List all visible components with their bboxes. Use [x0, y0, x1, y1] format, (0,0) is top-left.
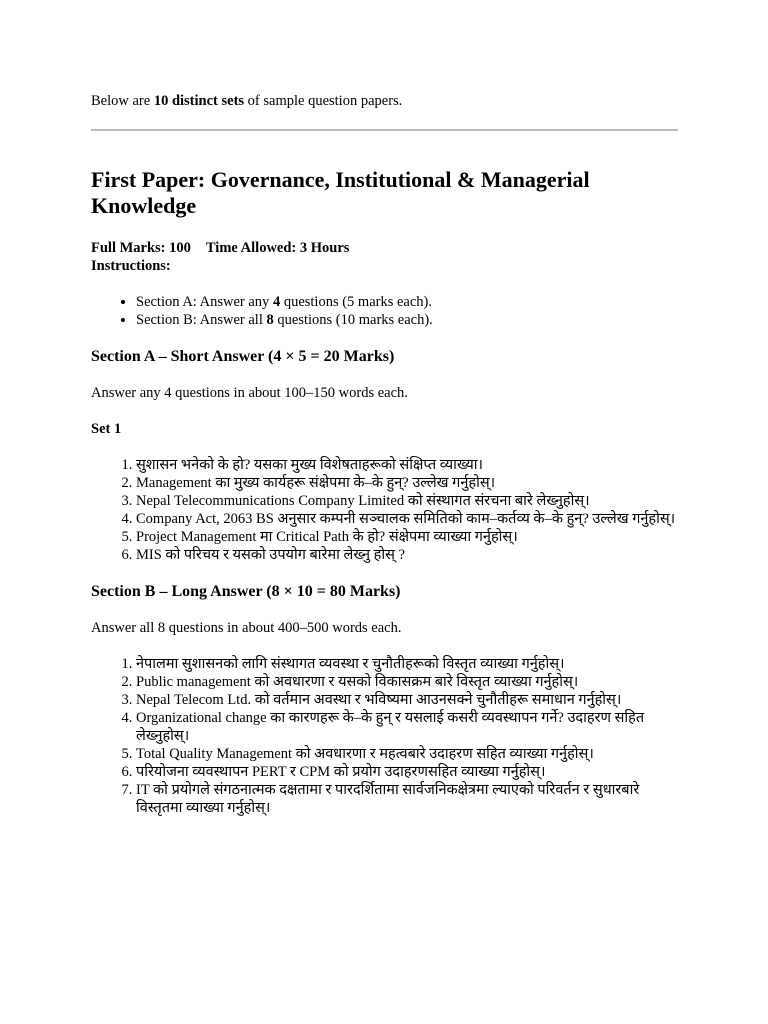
question-item: 5. Project Management मा Critical Path के हो? संक्षेपमा व्याख्या गर्नुहोस्। — [136, 528, 678, 546]
instruction-text-end: questions (10 marks each). — [273, 312, 433, 328]
intro-paragraph — [91, 92, 678, 110]
instructions-label: Instructions: — [91, 258, 171, 274]
instruction-item — [136, 311, 678, 329]
full-marks: Full Marks: 100 — [91, 240, 191, 256]
paper-title: First Paper: Governance, Institutional & Managerial Knowledge — [91, 167, 590, 218]
question-item: 5. Total Quality Management को अवधारणा र महत्वबारे उदाहरण सहित व्याख्या गर्नुहोस्। — [136, 745, 678, 763]
question-item: 1. नेपालमा सुशासनको लागि संस्थागत व्यवस्था र चुनौतीहरूको विस्तृत व्याख्या गर्नुहोस्। — [136, 655, 678, 673]
question-item: 6. परियोजना व्यवस्थापन PERT र CPM को प्रयोग उदाहरणसहित व्याख्या गर्नुहोस्। — [136, 763, 678, 781]
instruction-count: 4 — [272, 294, 281, 310]
instructions-list — [91, 293, 678, 329]
section-a-heading: Section A – Short Answer (4 × 5 = 20 Marks) — [91, 348, 395, 365]
section-a-note: Answer any 4 questions in about 100–150 words each. — [91, 385, 408, 401]
instruction-item — [136, 293, 678, 311]
question-item: 4. Organizational change का कारणहरू के–के हुन् र यसलाई कसरी व्यवस्थापन गर्ने? उदाहरण सहित लेख्नुहोस्। — [136, 709, 678, 745]
intro-emphasis: 10 distinct sets — [153, 93, 245, 109]
instruction-text: Section B: Answer all — [136, 312, 267, 328]
section-a-questions — [91, 456, 678, 564]
instruction-count: 8 — [266, 312, 274, 328]
horizontal-divider — [91, 129, 678, 131]
question-item: 6. MIS को परिचय र यसको उपयोग बारेमा लेख्नु होस् ? — [136, 546, 678, 564]
instruction-text: Section A: Answer any — [136, 294, 273, 310]
question-item: 2. Management का मुख्य कार्यहरू संक्षेपमा के–के हुन्? उल्लेख गर्नुहोस्। — [136, 474, 678, 492]
intro-text: Below are — [91, 93, 154, 109]
section-b-heading: Section B – Long Answer (8 × 10 = 80 Marks) — [91, 583, 401, 600]
question-item: 1. सुशासन भनेको के हो? यसका मुख्य विशेषताहरूको संक्षिप्त व्याख्या। — [136, 456, 678, 474]
section-b-note: Answer all 8 questions in about 400–500 words each. — [91, 620, 402, 636]
question-item: 2. Public management को अवधारणा र यसको विकासक्रम बारे विस्तृत व्याख्या गर्नुहोस्। — [136, 673, 678, 691]
question-item: 3. Nepal Telecom Ltd. को वर्तमान अवस्था र भविष्यमा आउनसक्ने चुनौतीहरू समाधान गर्नुहोस्। — [136, 691, 678, 709]
set-label: Set 1 — [91, 421, 122, 437]
time-allowed: Time Allowed: 3 Hours — [205, 240, 350, 256]
question-item: 3. Nepal Telecommunications Company Limited को संस्थागत संरचना बारे लेख्नुहोस्। — [136, 492, 678, 510]
question-item: 7. IT को प्रयोगले संगठनात्मक दक्षतामा र पारदर्शितामा सार्वजनिकक्षेत्रमा ल्याएको परिवर्तन र सुधारबारे विस्तृतमा व्याख्या गर्नुहोस्। — [136, 781, 678, 817]
question-item: 4. Company Act, 2063 BS अनुसार कम्पनी सञ्चालक समितिको काम–कर्तव्य के–के हुन्? उल्लेख गर्नुहोस्। — [136, 510, 678, 528]
paper-meta — [91, 239, 678, 257]
instruction-text-end: questions (5 marks each). — [280, 294, 432, 310]
intro-text-end: of sample question papers. — [244, 93, 403, 109]
section-b-questions — [91, 655, 678, 817]
